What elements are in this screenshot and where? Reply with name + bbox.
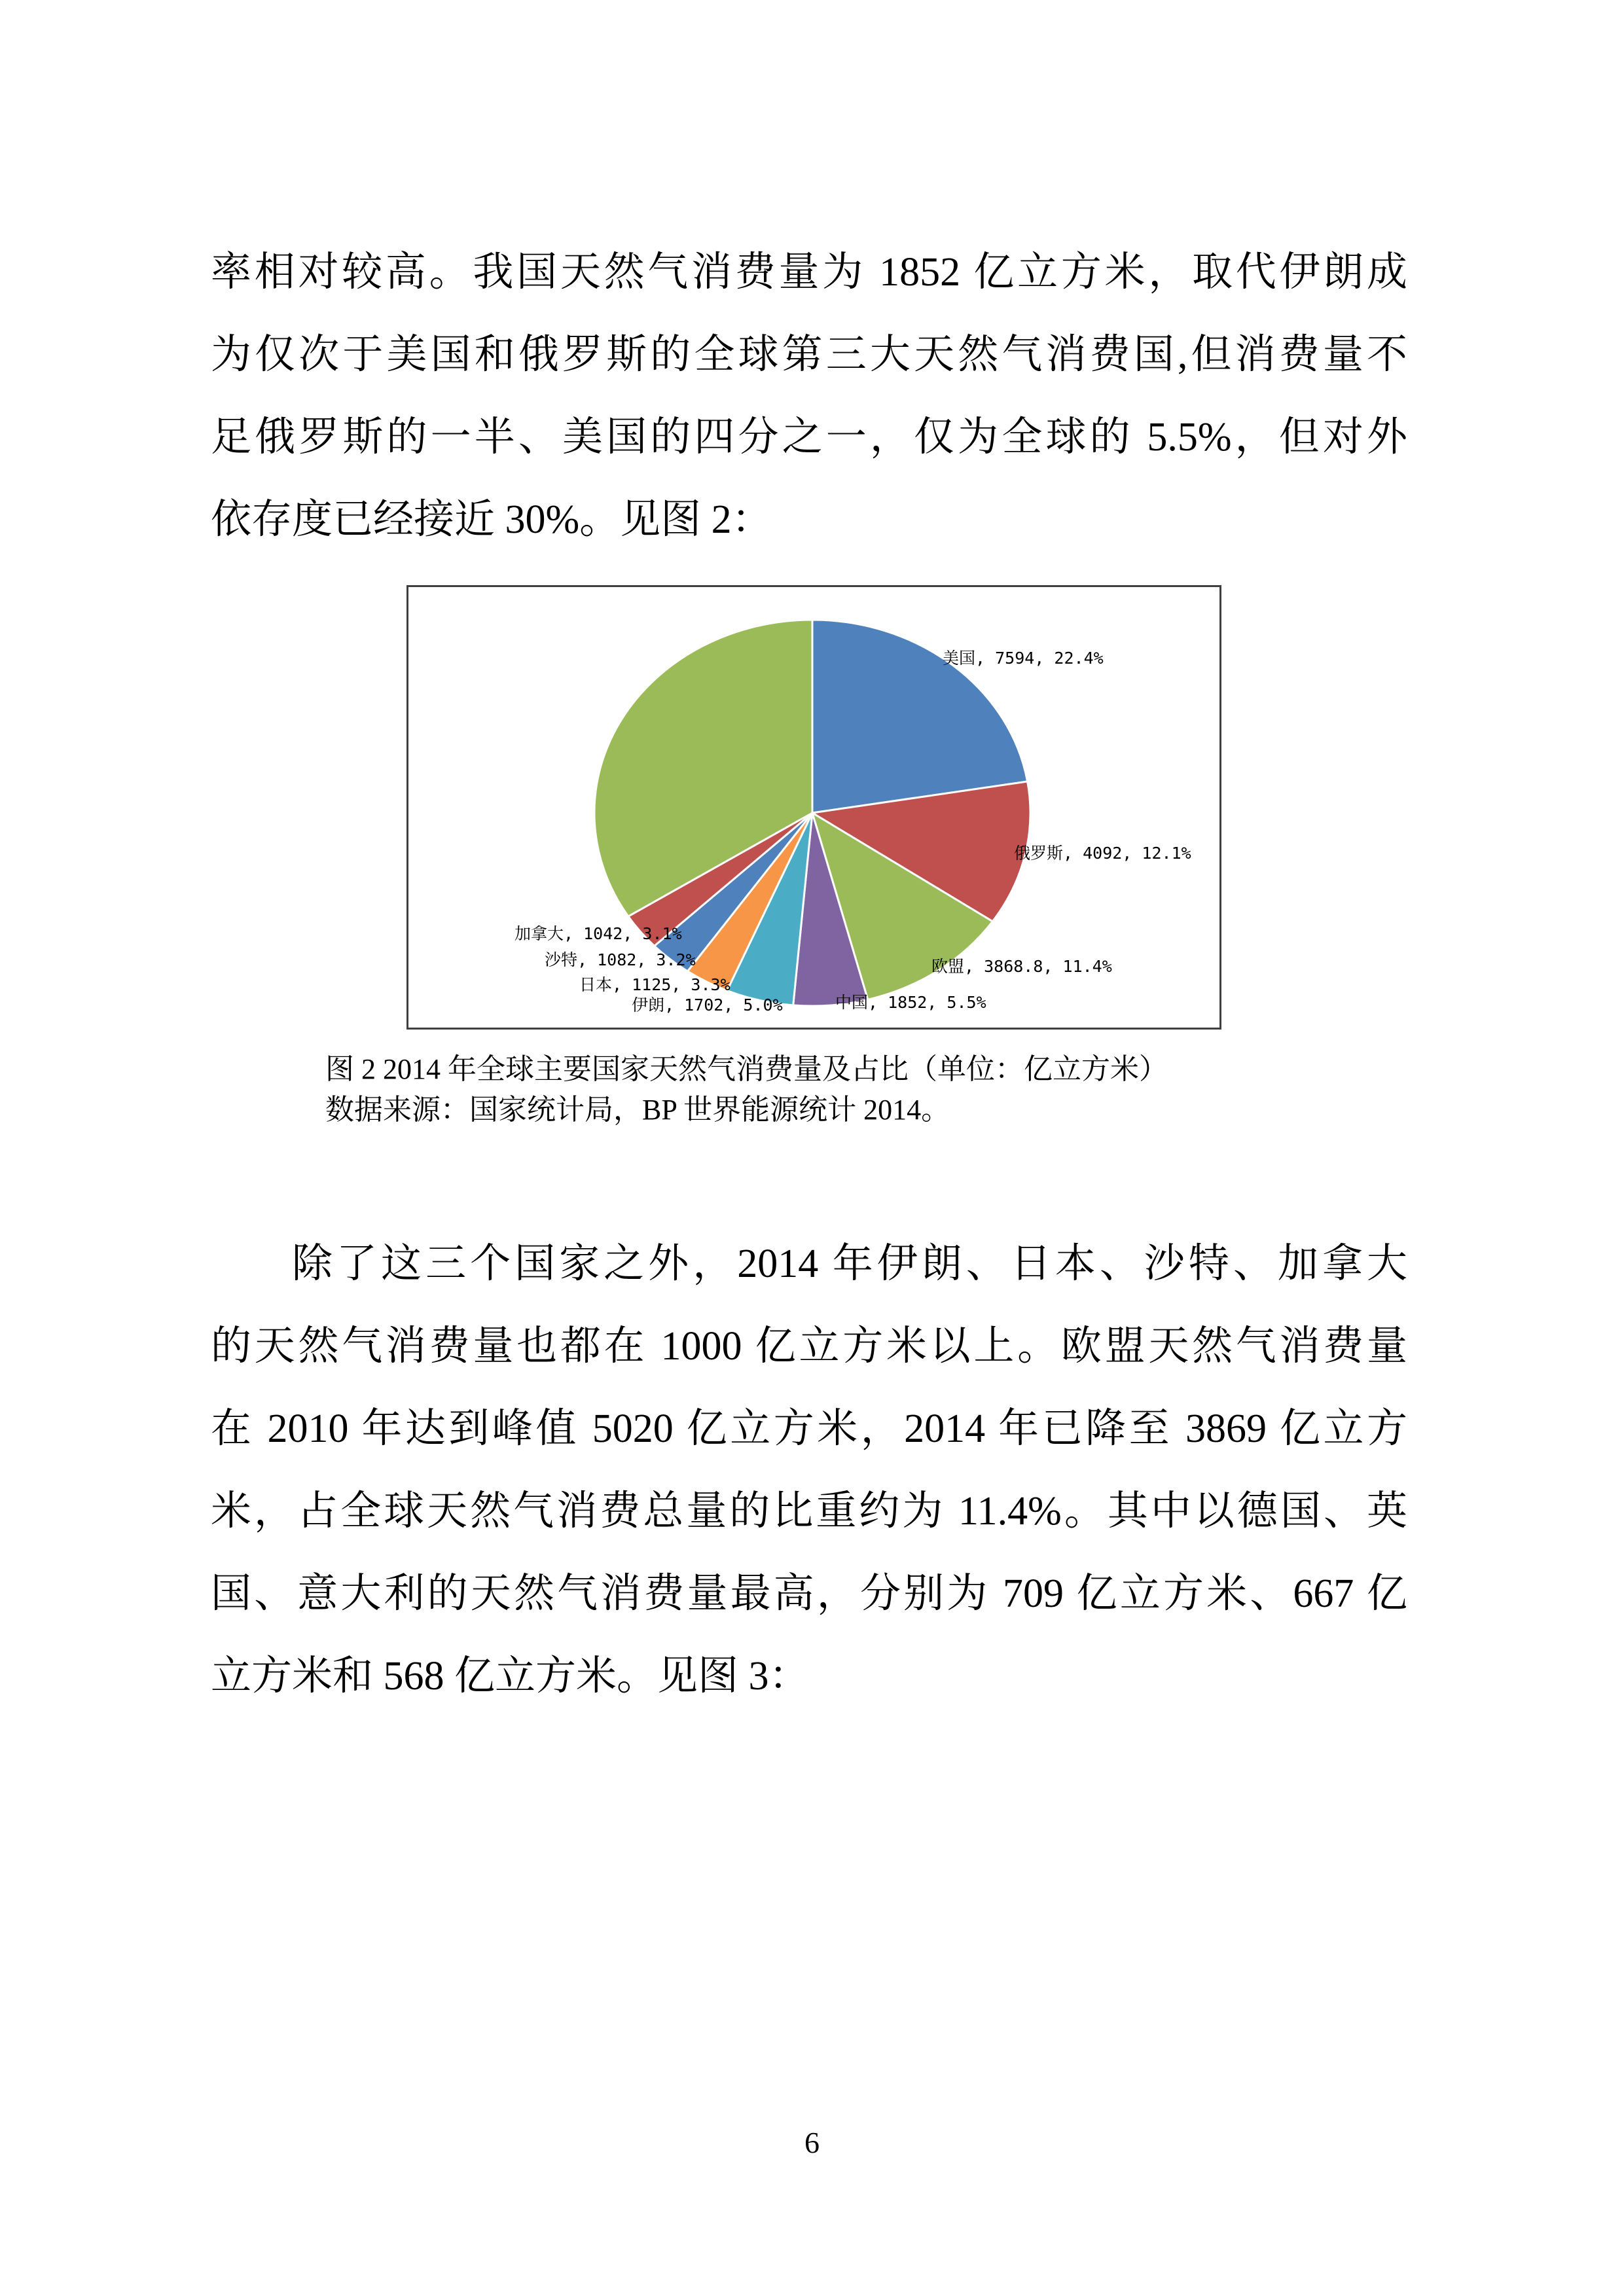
paragraph-1 xyxy=(211,231,1407,561)
text-line: 米，占全球天然气消费总量的比重约为 11.4%。其中以德国、英 xyxy=(211,1489,1407,1534)
text-line: 除了这三个国家之外，2014 年伊朗、日本、沙特、加拿大 xyxy=(292,1242,1407,1286)
pie-label-china: 中国, 1852, 5.5% xyxy=(835,993,986,1012)
caption-title: 图 2 2014 年全球主要国家天然气消费量及占比（单位：亿立方米） xyxy=(325,1053,1168,1085)
caption-source: 数据来源：国家统计局，BP 世界能源统计 2014。 xyxy=(325,1094,950,1126)
pie-label-eu: 欧盟, 3868.8, 11.4% xyxy=(931,957,1112,976)
pie-label-russia: 俄罗斯, 4092, 12.1% xyxy=(1014,844,1191,863)
pie-label-iran: 伊朗, 1702, 5.0% xyxy=(632,996,783,1014)
text-line: 为仅次于美国和俄罗斯的全球第三大天然气消费国,但消费量不 xyxy=(211,332,1407,377)
page-number: 6 xyxy=(804,2126,820,2159)
text-line: 国、意大利的天然气消费量最高，分别为 709 亿立方米、667 亿 xyxy=(211,1571,1407,1616)
paragraph-2 xyxy=(211,1223,1407,1717)
text-line: 立方米和 568 亿立方米。见图 3： xyxy=(211,1654,810,1698)
figure2-caption xyxy=(325,1049,1168,1130)
text-line: 足俄罗斯的一半、美国的四分之一，仅为全球的 5.5%，但对外 xyxy=(211,415,1407,459)
pie-label-saudi: 沙特, 1082, 3.2% xyxy=(545,950,696,969)
text-line: 在 2010 年达到峰值 5020 亿立方米，2014 年已降至 3869 亿立方 xyxy=(211,1407,1407,1451)
text-line: 率相对较高。我国天然气消费量为 1852 亿立方米，取代伊朗成 xyxy=(211,250,1407,295)
figure2-chart xyxy=(406,585,1221,1030)
pie-label-japan: 日本, 1125, 3.3% xyxy=(579,975,731,994)
pie-label-canada: 加拿大, 1042, 3.1% xyxy=(514,924,682,943)
text-line: 的天然气消费量也都在 1000 亿立方米以上。欧盟天然气消费量 xyxy=(211,1324,1407,1369)
text-line: 依存度已经接近 30%。见图 2： xyxy=(211,497,772,542)
pie-label-usa: 美国, 7594, 22.4% xyxy=(943,649,1104,668)
